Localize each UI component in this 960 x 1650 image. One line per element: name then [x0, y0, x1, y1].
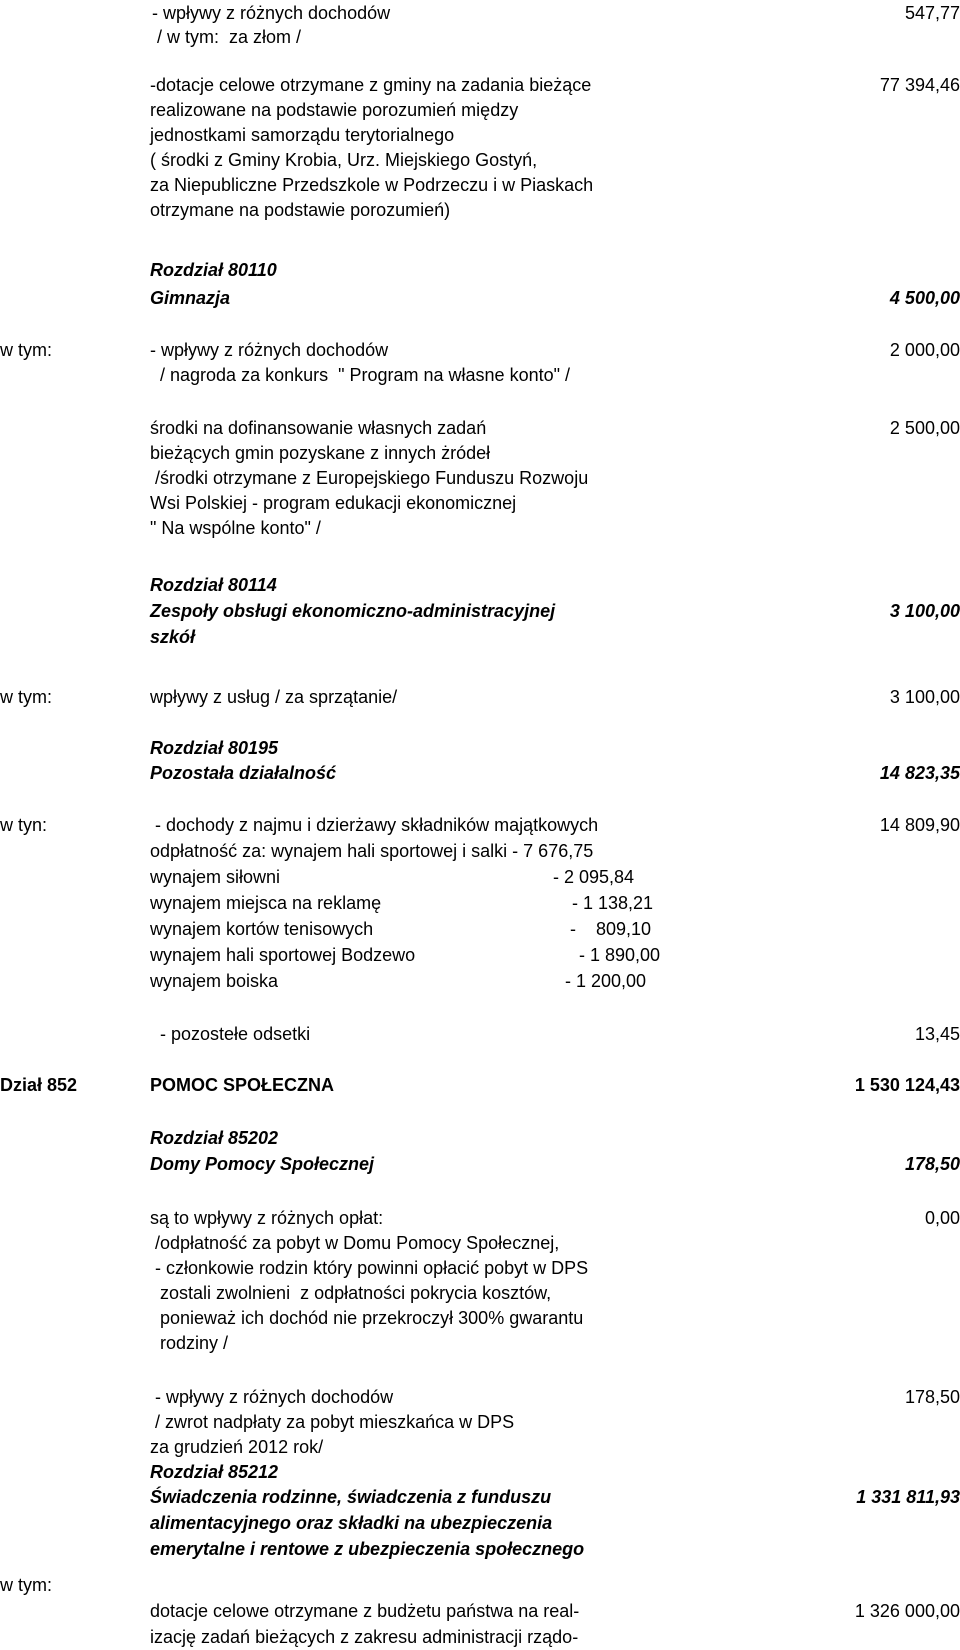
- amount: 547,77: [904, 3, 960, 23]
- text-line: są to wpływy z różnych opłat:: [150, 1208, 384, 1228]
- section-title: Rozdział 85212: [150, 1462, 279, 1482]
- section-title: Gimnazja: [150, 288, 231, 308]
- amount: 4 500,00: [889, 288, 960, 308]
- text-line: otrzymane na podstawie porozumień): [150, 200, 451, 220]
- amount: 13,45: [914, 1024, 960, 1044]
- text-line: / zwrot nadpłaty za pobyt mieszkańca w DPS: [150, 1412, 515, 1432]
- text-line: bieżących gmin pozyskane z innych żródeł: [150, 443, 491, 463]
- amount: 3 100,00: [889, 687, 960, 707]
- section-title: POMOC SPOŁECZNA: [150, 1075, 335, 1095]
- text-line: wynajem boiska: [150, 971, 279, 991]
- section-label: Dział 852: [0, 1075, 78, 1095]
- text-line: Wsi Polskiej - program edukacji ekonomicznej: [150, 493, 517, 513]
- row-label: w tym:: [0, 340, 52, 360]
- section-title: Rozdział 85202: [150, 1128, 279, 1148]
- text-line: ( środki z Gminy Krobia, Urz. Miejskiego Gostyń,: [150, 150, 538, 170]
- text-line: za Niepubliczne Przedszkole w Podrzeczu i w Piaskach: [150, 175, 594, 195]
- text-line: wynajem kortów tenisowych: [150, 919, 374, 939]
- text-line: wpływy z usług / za sprzątanie/: [150, 687, 398, 707]
- text-line: za grudzień 2012 rok/: [150, 1437, 324, 1457]
- text-line: / w tym: za złom /: [152, 27, 302, 47]
- text-line: środki na dofinansowanie własnych zadań: [150, 418, 487, 438]
- amount: 0,00: [924, 1208, 960, 1228]
- text-line: wynajem miejsca na reklamę: [150, 893, 382, 913]
- section-title: Rozdział 80195: [150, 738, 279, 758]
- section-title: Rozdział 80114: [150, 575, 277, 595]
- text-line: - wpływy z różnych dochodów: [150, 1387, 394, 1407]
- amount: 14 823,35: [879, 763, 960, 783]
- row-label: w tyn:: [0, 815, 48, 835]
- text-line: zostali zwolnieni z odpłatności pokrycia kosztów,: [150, 1283, 552, 1303]
- text-line: ponieważ ich dochód nie przekroczył 300% gwarantu: [150, 1308, 584, 1328]
- amount: 2 000,00: [889, 340, 960, 360]
- subvalue: - 1 138,21: [572, 893, 654, 913]
- text-line: dotacje celowe otrzymane z budżetu państwa na real-: [150, 1601, 580, 1621]
- amount: 3 100,00: [889, 601, 960, 621]
- row-label: w tym:: [0, 1575, 52, 1595]
- section-title: Domy Pomocy Społecznej: [150, 1154, 375, 1174]
- amount: 2 500,00: [889, 418, 960, 438]
- text-line: - członkowie rodzin który powinni opłacić pobyt w DPS: [150, 1258, 589, 1278]
- amount: 1 331 811,93: [856, 1487, 960, 1507]
- text-line: - pozostełe odsetki: [150, 1024, 311, 1044]
- text-line: izację zadań bieżących z zakresu administracji rządo-: [150, 1627, 579, 1647]
- section-title: Świadczenia rodzinne, świadczenia z funduszu: [150, 1487, 552, 1507]
- amount: 77 394,46: [879, 75, 960, 95]
- amount: 178,50: [904, 1154, 960, 1174]
- section-title: Rozdział 80110: [150, 260, 277, 280]
- text-line: jednostkami samorządu terytorialnego: [150, 125, 455, 145]
- amount: 178,50: [904, 1387, 960, 1407]
- text-line: wynajem hali sportowej Bodzewo: [150, 945, 416, 965]
- section-title: Zespoły obsługi ekonomiczno-administracyjnej: [150, 601, 556, 621]
- subvalue: - 1 200,00: [565, 971, 647, 991]
- amount: 1 326 000,00: [854, 1601, 960, 1621]
- subvalue: - 809,10: [570, 919, 652, 939]
- section-title: Pozostała działalność: [150, 763, 337, 783]
- text-line: rodziny /: [150, 1333, 229, 1353]
- text-line: - wpływy z różnych dochodów: [150, 340, 389, 360]
- subvalue: - 2 095,84: [553, 867, 635, 887]
- text-line: - dochody z najmu i dzierżawy składników majątkowych: [150, 815, 599, 835]
- row-label: w tym:: [0, 687, 52, 707]
- text-line: /środki otrzymane z Europejskiego Funduszu Rozwoju: [150, 468, 589, 488]
- text-line: realizowane na podstawie porozumień między: [150, 100, 519, 120]
- text-line: /odpłatność za pobyt w Domu Pomocy Społecznej,: [150, 1233, 560, 1253]
- amount: 14 809,90: [879, 815, 960, 835]
- text-line: wynajem siłowni: [150, 867, 281, 887]
- text-line: / nagroda za konkurs " Program na własne konto" /: [150, 365, 570, 385]
- text-line: " Na wspólne konto" /: [150, 518, 321, 538]
- text-line: -dotacje celowe otrzymane z gminy na zadania bieżące: [150, 75, 592, 95]
- section-title: emerytalne i rentowe z ubezpieczenia społecznego: [150, 1539, 585, 1559]
- section-title: szkół: [150, 627, 196, 647]
- amount: 1 530 124,43: [854, 1075, 960, 1095]
- subvalue: - 1 890,00: [579, 945, 661, 965]
- text-line: odpłatność za: wynajem hali sportowej i salki - 7 676,75: [150, 841, 594, 861]
- text-line: - wpływy z różnych dochodów: [152, 3, 391, 23]
- section-title: alimentacyjnego oraz składki na ubezpieczenia: [150, 1513, 553, 1533]
